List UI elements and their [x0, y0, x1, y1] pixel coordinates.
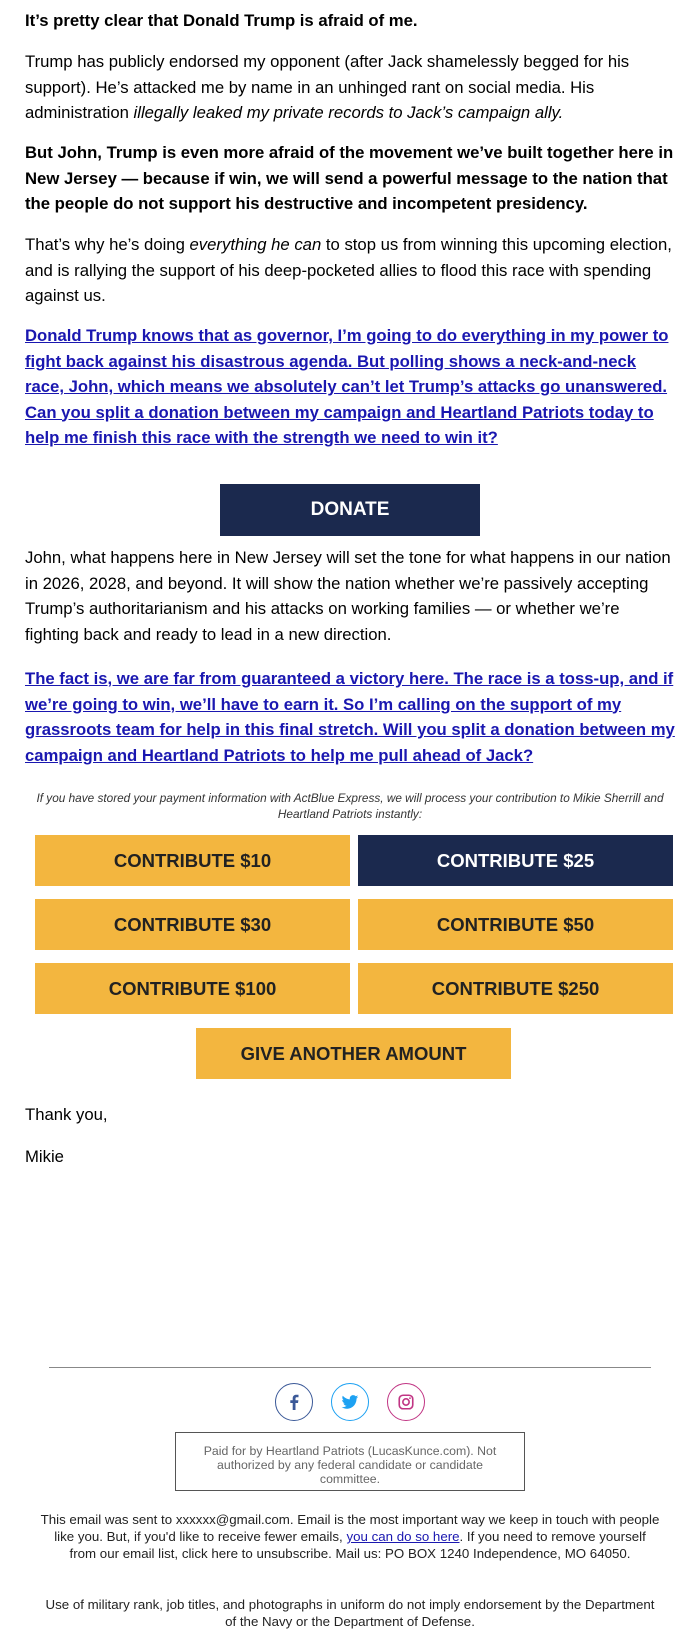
- footer-email-notice: [40, 1511, 660, 1562]
- military-disclaimer: Use of military rank, job titles, and photographs in uniform do not imply endorsement by the Department of the Navy or the Department of Defense.: [45, 1597, 655, 1629]
- paragraph-endorsement-emphasis: illegally leaked my private records to Jack’s campaign ally.: [133, 103, 564, 122]
- actblue-express-note: If you have stored your payment information with ActBlue Express, we will process your contribution to Mikie Sherrill and Heartland Patriots instantly:: [36, 791, 664, 821]
- toss-up-link[interactable]: The fact is, we are far from guaranteed a victory here. The race is a toss-up, and if we’re going to win, we’ll have to earn it. So I’m calling on the support of my grassroots team for help in this final stretch. Will you split a donation between my campaign and Heartland Patriots to help me pull ahead of Jack?: [25, 669, 675, 765]
- donate-button[interactable]: DONATE: [220, 484, 480, 536]
- paragraph-new-jersey: John, what happens here in New Jersey will set the tone for what happens in our nation in 2026, 2028, and beyond. It will show the nation whether we’re passively accepting Trump’s authoritarianism and his attacks on working families — or whether we’re fighting back and ready to lead in a new direction.: [25, 548, 671, 644]
- footer-sent-text-c: . If you need to remove yourself from our email list, click here to unsubscribe. Mail us: PO BOX 1240 Independence, MO 64050.: [69, 1529, 646, 1561]
- contribute-30-button[interactable]: CONTRIBUTE $30: [35, 899, 350, 950]
- signoff-thanks: Thank you,: [25, 1105, 108, 1124]
- footer-recipient-email: xxxxxx@gmail.com: [175, 1512, 290, 1527]
- instagram-icon[interactable]: [387, 1383, 425, 1421]
- fewer-emails-link[interactable]: you can do so here: [346, 1529, 460, 1544]
- paragraph-endorsement: [25, 49, 675, 126]
- footer-sent-text-b: . Email is the most important way we keep in touch with people like you. But, if you'd like to receive fewer emails,: [54, 1512, 660, 1544]
- donation-appeal-link[interactable]: Donald Trump knows that as governor, I’m going to do everything in my power to fight back against his disastrous agenda. But polling shows a neck-and-neck race, John, which means we absolutely can’t let Trump’s attacks go unanswered. Can you split a donation between my campaign and Heartland Patriots today to help me finish this race with the strength we need to win it?: [25, 326, 669, 447]
- contribute-10-button[interactable]: CONTRIBUTE $10: [35, 835, 350, 886]
- footer-divider: [49, 1367, 651, 1368]
- contribute-100-button[interactable]: CONTRIBUTE $100: [35, 963, 350, 1014]
- paragraph-everything-emphasis: everything he can: [189, 235, 322, 254]
- paragraph-everything: [25, 232, 675, 309]
- twitter-icon[interactable]: [331, 1383, 369, 1421]
- toss-up-paragraph: [25, 666, 675, 768]
- paragraph-movement: But John, Trump is even more afraid of the movement we’ve built together here in New Jersey — because if win, we will send a powerful message to the nation that the people do not support his destructive and incompetent presidency.: [25, 143, 674, 213]
- signoff-name: Mikie: [25, 1147, 64, 1166]
- paragraph-everything-text-a: That’s why he’s doing: [25, 235, 190, 254]
- paragraph-everything-text-b: to stop us from winning this upcoming election, and is rallying the support of his deep-pocketed allies to flood this race with spending against us.: [25, 235, 672, 305]
- give-another-amount-button[interactable]: GIVE ANOTHER AMOUNT: [196, 1028, 511, 1079]
- facebook-icon[interactable]: [275, 1383, 313, 1421]
- paragraph-endorsement-text: Trump has publicly endorsed my opponent (after Jack shamelessly begged for his support). He’s attacked me by name in an unhinged rant on social media. His administration: [25, 52, 630, 122]
- paid-for-disclaimer: Paid for by Heartland Patriots (LucasKunce.com). Not authorized by any federal candidate or candidate committee.: [175, 1432, 525, 1491]
- twitter-glyph: [340, 1392, 360, 1412]
- donation-appeal-paragraph: [25, 323, 675, 451]
- contribute-250-button[interactable]: CONTRIBUTE $250: [358, 963, 673, 1014]
- facebook-glyph: [284, 1392, 304, 1412]
- instagram-glyph: [397, 1393, 415, 1411]
- contribute-50-button[interactable]: CONTRIBUTE $50: [358, 899, 673, 950]
- contribute-25-button[interactable]: CONTRIBUTE $25: [358, 835, 673, 886]
- footer-sent-text-a: This email was sent to: [40, 1512, 176, 1527]
- headline: It’s pretty clear that Donald Trump is afraid of me.: [25, 11, 418, 30]
